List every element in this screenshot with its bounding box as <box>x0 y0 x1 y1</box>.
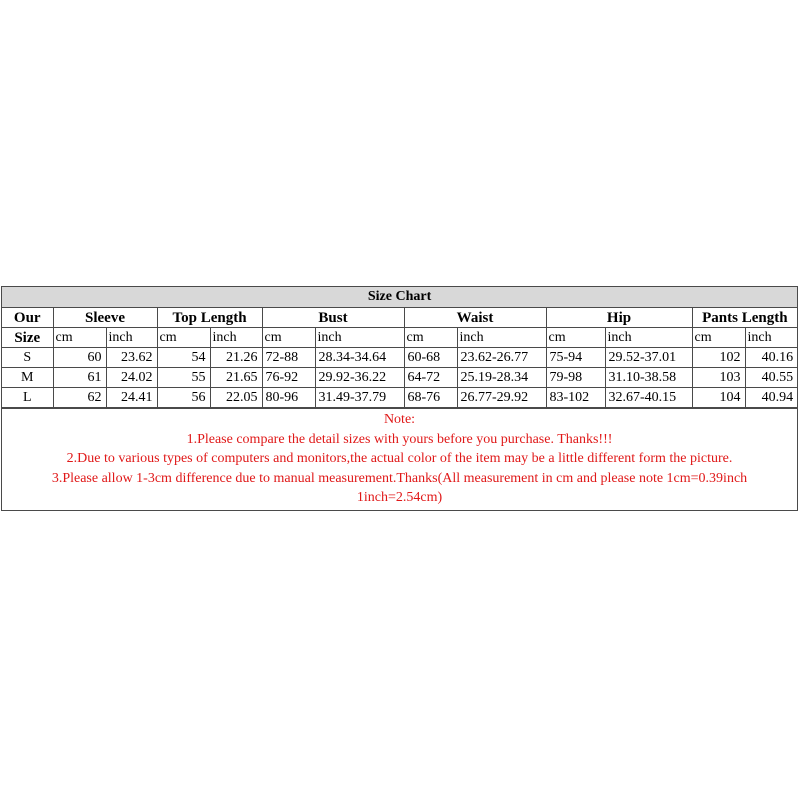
unit-inch: inch <box>210 328 262 348</box>
row-size: S <box>2 348 53 368</box>
chart-title: Size Chart <box>2 287 797 308</box>
pants-length-cm: 103 <box>692 368 745 388</box>
sleeve-inch: 24.41 <box>106 388 157 408</box>
hip-cm: 83-102 <box>546 388 605 408</box>
unit-inch: inch <box>745 328 797 348</box>
note-line-1: 1.Please compare the detail sizes with yours before you purchase. Thanks!!! <box>186 431 613 447</box>
top-length-cm: 55 <box>157 368 210 388</box>
table-row <box>2 368 797 388</box>
sleeve-inch: 23.62 <box>106 348 157 368</box>
group-sleeve: Sleeve <box>53 308 157 328</box>
table-row <box>2 388 797 408</box>
hip-cm: 75-94 <box>546 348 605 368</box>
group-hip: Hip <box>546 308 692 328</box>
hip-inch: 29.52-37.01 <box>605 348 692 368</box>
top-length-cm: 54 <box>157 348 210 368</box>
group-bust: Bust <box>262 308 404 328</box>
top-length-inch: 22.05 <box>210 388 262 408</box>
hip-cm: 79-98 <box>546 368 605 388</box>
top-length-cm: 56 <box>157 388 210 408</box>
top-length-inch: 21.26 <box>210 348 262 368</box>
sleeve-cm: 60 <box>53 348 106 368</box>
waist-cm: 68-76 <box>404 388 457 408</box>
our-label: Our <box>2 308 53 328</box>
unit-cm: cm <box>692 328 745 348</box>
group-top-length: Top Length <box>157 308 262 328</box>
group-waist: Waist <box>404 308 546 328</box>
note-line-2: 2.Due to various types of computers and monitors,the actual color of the item may be a little different form the picture. <box>66 451 733 466</box>
waist-inch: 23.62-26.77 <box>457 348 546 368</box>
waist-cm: 60-68 <box>404 348 457 368</box>
pants-length-inch: 40.16 <box>745 348 797 368</box>
note-line-4: 1inch=2.54cm) <box>356 490 443 505</box>
pants-length-cm: 104 <box>692 388 745 408</box>
row-size: L <box>2 388 53 408</box>
unit-cm: cm <box>404 328 457 348</box>
unit-cm: cm <box>262 328 315 348</box>
unit-inch: inch <box>106 328 157 348</box>
bust-inch: 31.49-37.79 <box>315 388 404 408</box>
sleeve-cm: 62 <box>53 388 106 408</box>
sleeve-inch: 24.02 <box>106 368 157 388</box>
note-heading: Note: <box>383 412 416 427</box>
sleeve-cm: 61 <box>53 368 106 388</box>
unit-cm: cm <box>53 328 106 348</box>
group-pants-length: Pants Length <box>692 308 797 328</box>
unit-inch: inch <box>605 328 692 348</box>
bust-inch: 29.92-36.22 <box>315 368 404 388</box>
pants-length-cm: 102 <box>692 348 745 368</box>
row-size: M <box>2 368 53 388</box>
notes-section <box>2 408 797 510</box>
hip-inch: 31.10-38.58 <box>605 368 692 388</box>
pants-length-inch: 40.55 <box>745 368 797 388</box>
table-row <box>2 348 797 368</box>
unit-cm: cm <box>157 328 210 348</box>
size-table <box>2 287 797 408</box>
size-chart <box>1 286 798 511</box>
unit-inch: inch <box>315 328 404 348</box>
unit-cm: cm <box>546 328 605 348</box>
unit-inch: inch <box>457 328 546 348</box>
bust-inch: 28.34-34.64 <box>315 348 404 368</box>
bust-cm: 72-88 <box>262 348 315 368</box>
waist-inch: 26.77-29.92 <box>457 388 546 408</box>
waist-cm: 64-72 <box>404 368 457 388</box>
waist-inch: 25.19-28.34 <box>457 368 546 388</box>
bust-cm: 76-92 <box>262 368 315 388</box>
pants-length-inch: 40.94 <box>745 388 797 408</box>
size-label: Size <box>2 328 53 348</box>
top-length-inch: 21.65 <box>210 368 262 388</box>
hip-inch: 32.67-40.15 <box>605 388 692 408</box>
note-line-3: 3.Please allow 1-3cm difference due to manual measurement.Thanks(All measurement in cm and please note 1cm=0.39inch <box>51 470 748 486</box>
bust-cm: 80-96 <box>262 388 315 408</box>
